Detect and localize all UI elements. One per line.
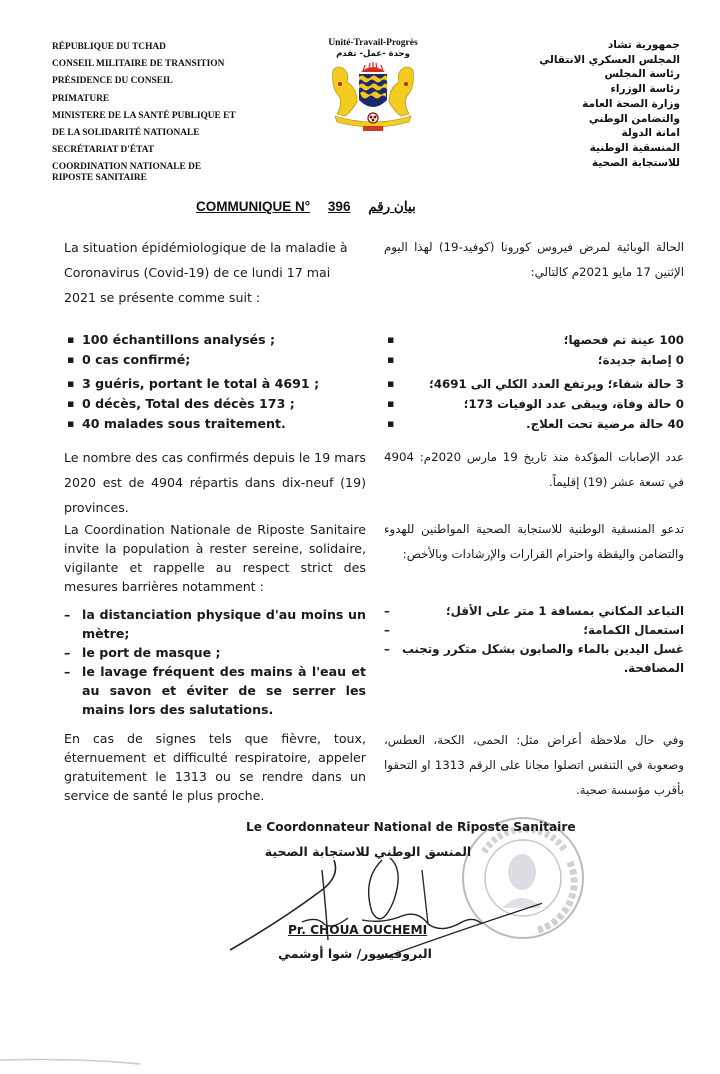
- appeal-paragraph: La Coordination Nationale de Riposte Sanitaire invite la population à rester sereine, solidaire, vigilante et rappelle au respect strict des mesures barrières notamment :: [64, 522, 366, 594]
- measure-item: – la distanciation physique d'au moins un mètre;: [64, 605, 366, 643]
- arabic-stats-list: [384, 330, 684, 434]
- stat-item: ▪ 100 échantillons analysés ;: [64, 330, 366, 350]
- chad-coat-of-arms-icon: [327, 62, 419, 134]
- arabic-measures-list: [384, 602, 684, 678]
- signatory-title-arabic: المنسق الوطني للاستجابة الصحية: [264, 844, 472, 859]
- french-stats-list: [64, 330, 366, 434]
- header-line-ar: والتضامن الوطني: [588, 112, 680, 125]
- stat-item: ▪ 3 guéris, portant le total à 4691 ;: [64, 374, 366, 394]
- arabic-appeal: [384, 517, 684, 567]
- header-line-ar: رئاسة المجلس: [604, 68, 680, 81]
- measure-item-ar: – استعمال الكمامة؛: [384, 621, 684, 640]
- communique-label: COMMUNIQUE N°: [196, 199, 311, 214]
- measure-item-ar: – التباعد المكاني بمسافة 1 متر على الأقل؛: [384, 602, 684, 621]
- header-line: RÉPUBLIQUE DU TCHAD: [52, 42, 166, 52]
- communique-label-arabic: بيان رقم: [368, 199, 416, 214]
- arabic-intro: [384, 235, 684, 285]
- header-line: RIPOSTE SANITAIRE: [52, 173, 147, 184]
- intro-paragraph: La situation épidémiologique de la maladie à Coronavirus (Covid-19) de ce lundi 17 mai 2021 se présente comme suit :: [64, 240, 348, 305]
- stat-item-ar: ▪ 3 حالة شفاء؛ ويرتفع العدد الكلي الى 4691؛: [384, 374, 684, 394]
- cumulative-paragraph-ar: عدد الإصابات المؤكدة منذ تاريخ 19 مارس 2020م: 4904 في تسعة عشر (19) إقليماً.: [384, 450, 685, 489]
- stat-item-ar: ▪ 100 عينة تم فحصها؛: [384, 330, 684, 350]
- header-left-french: [52, 39, 292, 184]
- header-line: PRIMATURE: [52, 93, 110, 104]
- header-line: PRÉSIDENCE DU CONSEIL: [52, 76, 173, 87]
- stat-item: ▪ 0 décès, Total des décès 173 ;: [64, 394, 366, 414]
- page-fold-shadow: [0, 1058, 720, 1074]
- symptoms-paragraph: En cas de signes tels que fièvre, toux, éternuement et difficulté respiratoire, appeler gratuitement le 1313 ou se rendre dans un service de santé le plus proche.: [64, 731, 366, 803]
- stat-item: ▪ 0 cas confirmé;: [64, 350, 366, 370]
- french-appeal: [64, 520, 366, 596]
- national-motto: [318, 38, 428, 59]
- header-line-ar: رئاسة الوزراء: [610, 83, 680, 96]
- header-line-ar: المنسقية الوطنية: [589, 141, 680, 154]
- stat-item-ar: ▪ 40 حالة مرضية تحت العلاج.: [384, 414, 684, 434]
- french-symptoms: [64, 729, 366, 805]
- arabic-cumulative: [384, 445, 684, 495]
- signatory-name-french: Pr. CHOUA OUCHEMI: [288, 923, 428, 937]
- header-right-arabic: [500, 38, 680, 170]
- appeal-paragraph-ar: تدعو المنسقية الوطنية للاستجابة الصحية المواطنين للهدوء والتضامن واليقظة واحترام القرارات والإرشادات وبالأخص:: [384, 522, 684, 561]
- measure-item: – le port de masque ;: [64, 643, 366, 662]
- symptoms-paragraph-ar: وفي حال ملاحظة أعراض مثل: الحمى، الكحة، العطس، وصعوبة في التنفس اتصلوا مجانا على الرقم 1313 او التحقوا بأقرب مؤسسة صحية.: [384, 733, 684, 797]
- header-line-ar: جمهورية تشاد: [607, 39, 680, 51]
- stat-item-ar: ▪ 0 حالة وفاة، ويبقى عدد الوفيات 173؛: [384, 394, 684, 414]
- stat-item: ▪ 40 malades sous traitement.: [64, 414, 366, 434]
- motto-arabic: وحدة -عمل- تقدم: [336, 49, 410, 59]
- header-line: SECRÉTARIAT D'ÉTAT: [52, 145, 155, 156]
- handwritten-signature-icon: [222, 850, 542, 960]
- french-cumulative: [64, 445, 366, 520]
- header-line: COORDINATION NATIONALE DE: [52, 162, 202, 173]
- measure-item-ar: – غسل اليدين بالماء والصابون بشكل متكرر وتجنب المصافحة.: [384, 640, 684, 678]
- header-line: MINISTERE DE LA SANTÉ PUBLIQUE ET: [52, 110, 236, 121]
- header-line: CONSEIL MILITAIRE DE TRANSITION: [52, 59, 225, 70]
- french-measures-list: [64, 605, 366, 719]
- intro-paragraph-ar: الحالة الوبائية لمرض فيروس كورونا (كوفيد-19) لهذا اليوم الإثنين 17 مايو 2021م كالتالي:: [384, 240, 685, 279]
- header-line-ar: وزارة الصحة العامة: [582, 97, 680, 110]
- signatory-name-arabic: البروفيسور/ شوا أوشمي: [278, 946, 432, 961]
- motto-french: Unité-Travail-Progrès: [328, 38, 418, 48]
- header-line-ar: المجلس العسكري الانتقالي: [539, 53, 680, 66]
- french-intro: [64, 235, 366, 310]
- measure-item: – le lavage fréquent des mains à l'eau et au savon et éviter de se serrer les mains lors des salutations.: [64, 662, 366, 719]
- header-line: DE LA SOLIDARITÉ NATIONALE: [52, 128, 200, 139]
- stat-item-ar: ▪ 0 إصابة جديدة؛: [384, 350, 684, 370]
- communique-number: 396: [327, 199, 351, 214]
- header-line-ar: للاستجابة الصحية: [591, 156, 680, 169]
- cumulative-paragraph: Le nombre des cas confirmés depuis le 19 mars 2020 est de 4904 répartis dans dix-neuf (19) provinces.: [64, 450, 366, 515]
- signatory-title-french: Le Coordonnateur National de Riposte Sanitaire: [246, 820, 576, 834]
- communique-title: [196, 199, 416, 215]
- header-line-ar: امانة الدولة: [621, 127, 680, 140]
- arabic-symptoms: [384, 728, 684, 803]
